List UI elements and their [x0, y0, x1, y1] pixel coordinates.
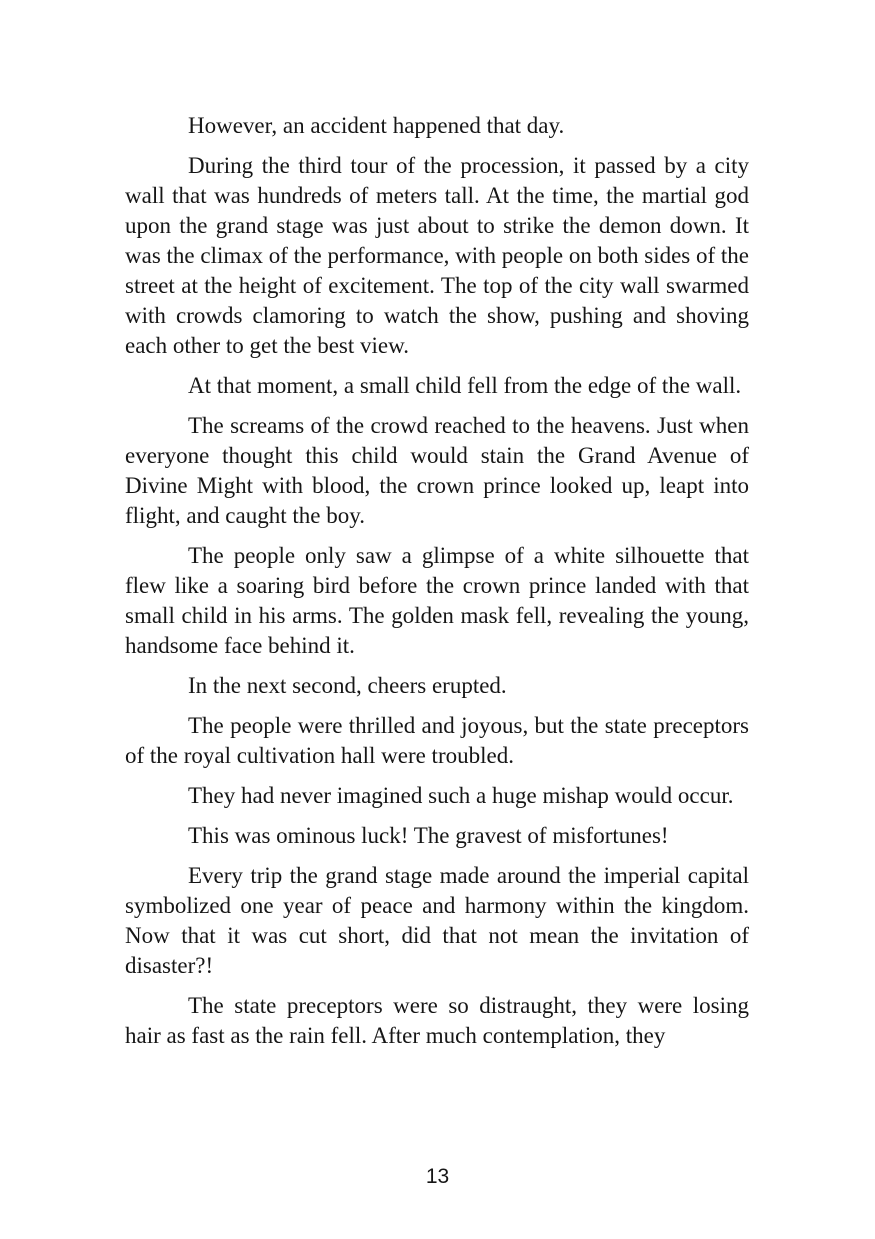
- paragraph: This was ominous luck! The gravest of misfortunes!: [188, 823, 669, 848]
- paragraph: The people were thrilled and joyous, but the state preceptors of the royal cultivation hall were troubled.: [125, 713, 749, 768]
- paragraph: The people only saw a glimpse of a white silhouette that flew like a soaring bird before the crown prince landed with that small child in his arms. The golden mask fell, revealing the young, handsome face behind it.: [125, 543, 749, 658]
- paragraph: During the third tour of the procession, it passed by a city wall that was hundreds of meters tall. At the time, the martial god upon the grand stage was just about to strike the demon down. It was the climax of the performance, with people on both sides of the street at the height of excitement. The top of the city wall swarmed with crowds clamoring to watch the show, pushing and shoving each other to get the best view.: [125, 153, 750, 358]
- paragraph: However, an accident happened that day.: [188, 113, 565, 138]
- paragraph: They had never imagined such a huge mishap would occur.: [188, 783, 734, 808]
- body-text: [125, 111, 749, 1061]
- paragraph: In the next second, cheers erupted.: [188, 673, 507, 698]
- paragraph: The screams of the crowd reached to the heavens. Just when everyone thought this child would stain the Grand Avenue of Divine Might with blood, the crown prince looked up, leapt into flight, and caught the boy.: [125, 413, 749, 528]
- paragraph: At that moment, a small child fell from the edge of the wall.: [188, 373, 742, 398]
- paragraph: Every trip the grand stage made around the imperial capital symbolized one year of peace and harmony within the kingdom. Now that it was cut short, did that not mean the invitation of disaster?!: [125, 863, 749, 978]
- page-number: 13: [425, 1165, 450, 1188]
- paragraph: The state preceptors were so distraught, they were losing hair as fast as the rain fell. After much contemplation, they: [125, 993, 749, 1048]
